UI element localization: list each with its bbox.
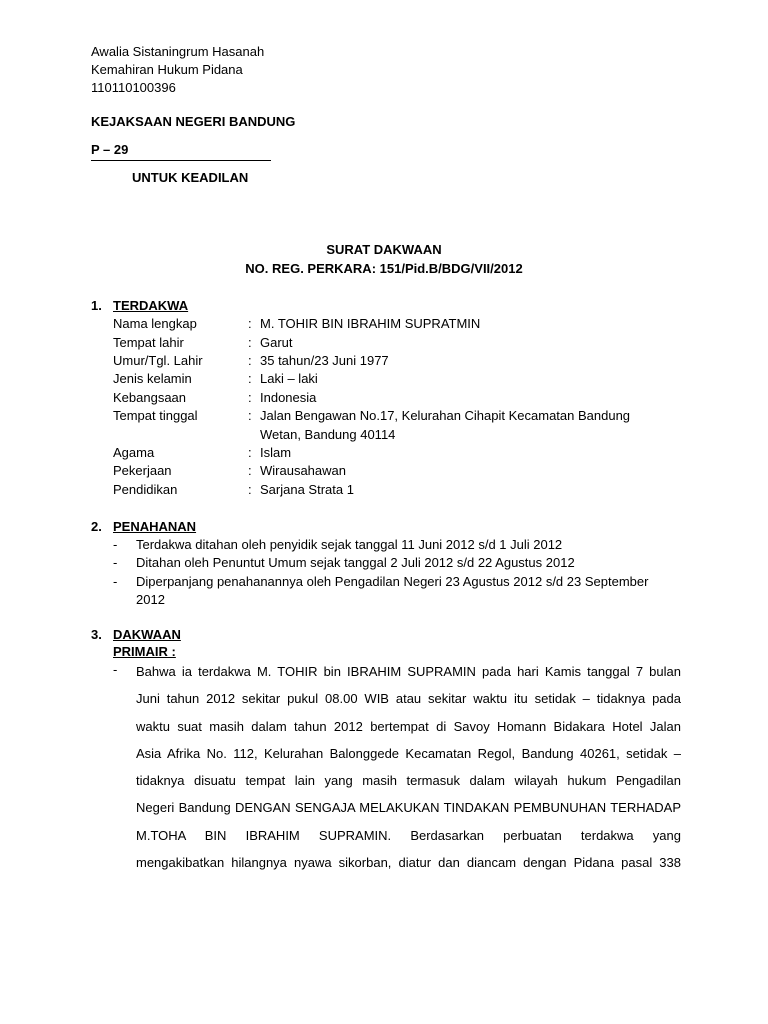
paragraph-line: mengakibatkan hilangnya nyawa sikorban, diatur dan diancam dengan Pidana pasal 338 xyxy=(136,855,681,871)
field-label: Kebangsaan xyxy=(113,390,187,405)
list-bullet: - xyxy=(113,574,118,589)
section2-number: 2. xyxy=(91,519,102,534)
field-colon: : xyxy=(248,316,252,331)
section2-heading: PENAHANAN xyxy=(113,519,197,534)
paragraph-line: Negeri Bandung DENGAN SENGAJA MELAKUKAN TINDAKAN PEMBUNUHAN TERHADAP xyxy=(136,800,681,816)
field-value: Laki – laki xyxy=(260,371,318,386)
field-label: Jenis kelamin xyxy=(113,371,192,386)
list-bullet: - xyxy=(113,555,118,570)
field-label: Tempat lahir xyxy=(113,335,184,350)
section3-subheading: PRIMAIR : xyxy=(113,644,176,659)
field-colon: : xyxy=(248,371,252,386)
field-value: Sarjana Strata 1 xyxy=(260,482,354,497)
section1-number: 1. xyxy=(91,298,102,313)
list-item-continued: 2012 xyxy=(136,592,165,607)
field-label: Agama xyxy=(113,445,155,460)
list-bullet: - xyxy=(113,537,118,552)
field-colon: : xyxy=(248,390,252,405)
section3-heading: DAKWAAN xyxy=(113,627,181,642)
field-colon: : xyxy=(248,408,252,423)
field-value: 35 tahun/23 Juni 1977 xyxy=(260,353,389,368)
field-colon: : xyxy=(248,445,252,460)
motto: UNTUK KEADILAN xyxy=(132,170,249,185)
paragraph-line: Bahwa ia terdakwa M. TOHIR bin IBRAHIM SUPRAMIN pada hari Kamis tanggal 7 bulan xyxy=(136,664,681,679)
field-label: Umur/Tgl. Lahir xyxy=(113,353,203,368)
list-item: Terdakwa ditahan oleh penyidik sejak tanggal 11 Juni 2012 s/d 1 Juli 2012 xyxy=(136,537,563,552)
author-name: Awalia Sistaningrum Hasanah xyxy=(91,44,265,59)
field-colon: : xyxy=(248,353,252,368)
author-course: Kemahiran Hukum Pidana xyxy=(91,62,243,77)
dakwaan-paragraph xyxy=(136,658,681,876)
field-colon: : xyxy=(248,482,252,497)
section3-number: 3. xyxy=(91,627,102,642)
header-divider xyxy=(91,160,271,161)
field-label: Pendidikan xyxy=(113,482,178,497)
field-value-continued: Wetan, Bandung 40114 xyxy=(260,427,396,442)
doc-number: NO. REG. PERKARA: 151/Pid.B/BDG/VII/2012 xyxy=(245,261,523,276)
paragraph-line: M.TOHA BIN IBRAHIM SUPRAMIN. Berdasarkan perbuatan terdakwa yang xyxy=(136,827,681,843)
list-item: Ditahan oleh Penuntut Umum sejak tanggal 2 Juli 2012 s/d 22 Agustus 2012 xyxy=(136,555,575,570)
paragraph-line: Asia Afrika No. 112, Kelurahan Balonggede Kecamatan Regol, Bandung 40261, setidak – xyxy=(136,745,681,761)
paragraph-line: Juni tahun 2012 sekitar pukul 08.00 WIB atau sekitar waktu itu setidak – tidaknya pada xyxy=(136,691,681,707)
field-label: Pekerjaan xyxy=(113,463,172,478)
doc-title: SURAT DAKWAAN xyxy=(326,242,442,257)
field-colon: : xyxy=(248,463,252,478)
field-value: Garut xyxy=(260,335,293,350)
list-item: Diperpanjang penahanannya oleh Pengadilan Negeri 23 Agustus 2012 s/d 23 September xyxy=(136,574,649,589)
field-label: Nama lengkap xyxy=(113,316,197,331)
field-value: Islam xyxy=(260,445,292,460)
field-value: Wirausahawan xyxy=(260,463,346,478)
paragraph-line: tidaknya disuatu tempat lain yang masih termasuk dalam wilayah hukum Pengadilan xyxy=(136,773,681,789)
form-code: P – 29 xyxy=(91,142,129,157)
author-id: 110110100396 xyxy=(91,80,176,95)
field-value: M. TOHIR BIN IBRAHIM SUPRATMIN xyxy=(260,316,481,331)
list-bullet: - xyxy=(113,662,118,677)
field-label: Tempat tinggal xyxy=(113,408,198,423)
paragraph-line: waktu suat masih dalam tahun 2012 bertempat di Savoy Homann Bidakara Hotel Jalan xyxy=(136,718,681,734)
office-name: KEJAKSAAN NEGERI BANDUNG xyxy=(91,114,296,129)
section1-heading: TERDAKWA xyxy=(113,298,189,313)
field-colon: : xyxy=(248,335,252,350)
field-value: Indonesia xyxy=(260,390,317,405)
field-value: Jalan Bengawan No.17, Kelurahan Cihapit Kecamatan Bandung xyxy=(260,408,631,423)
